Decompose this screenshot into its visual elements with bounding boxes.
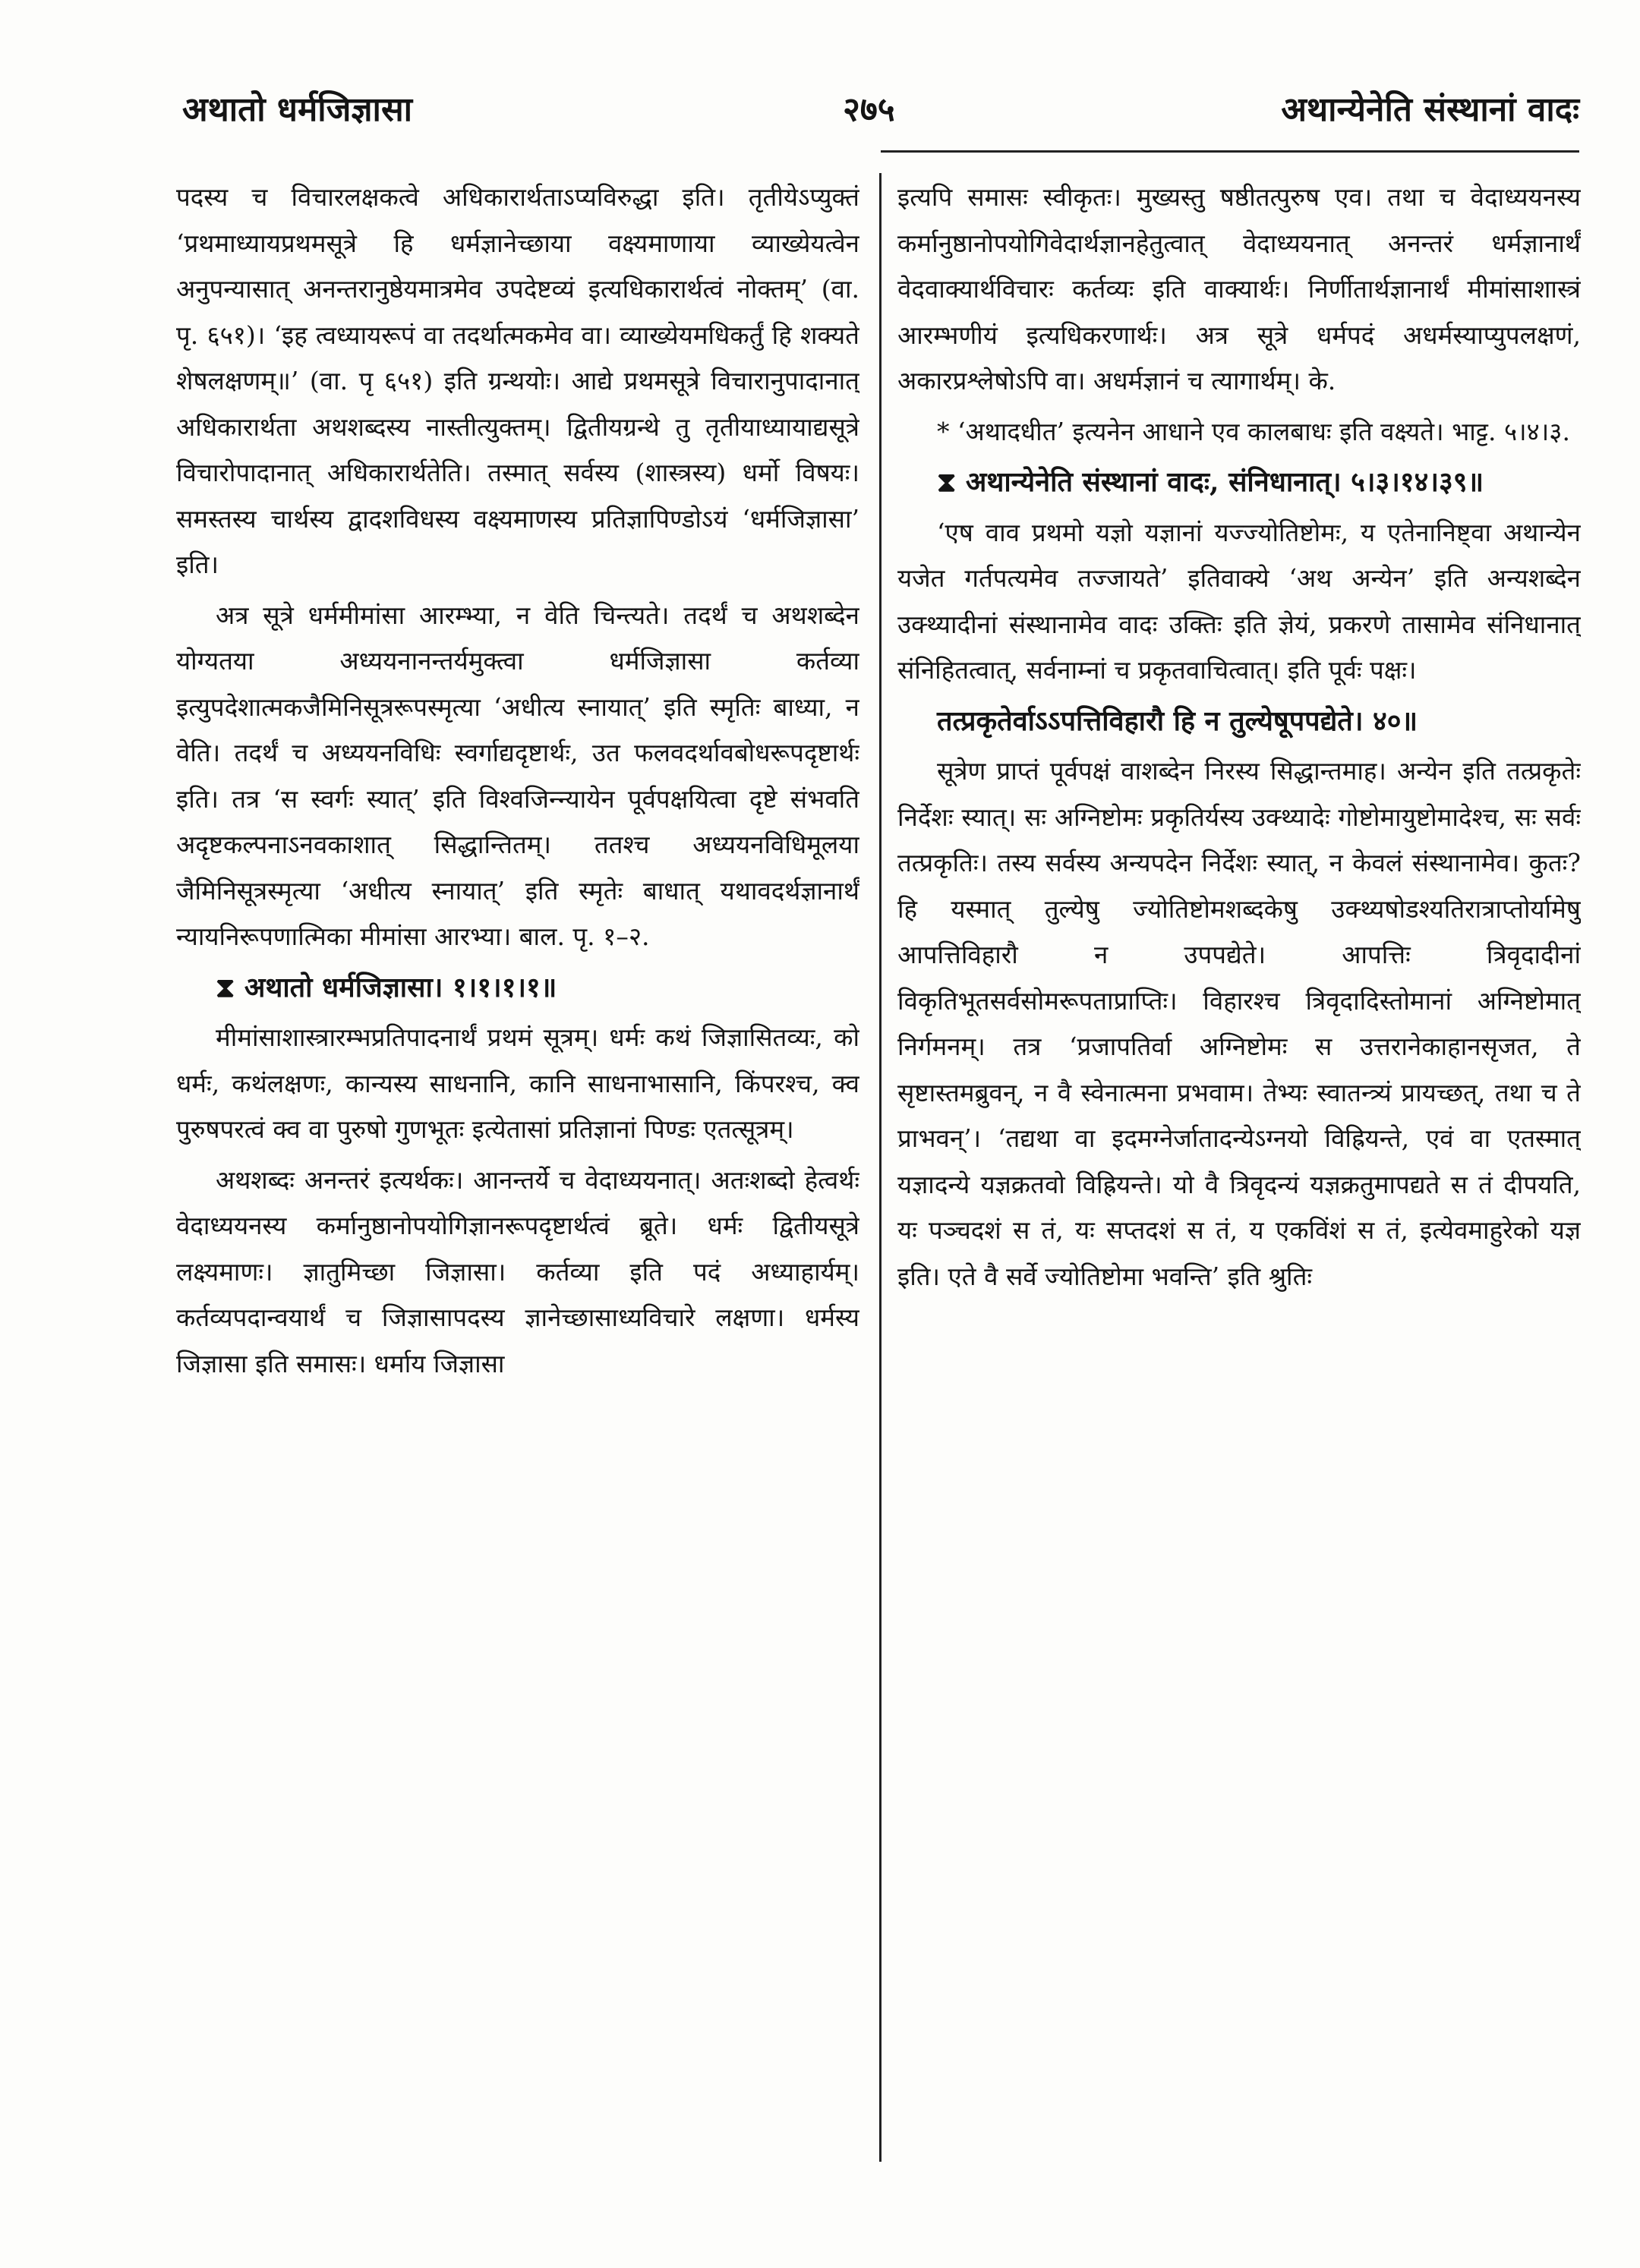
header-left-title: अथातो धर्मजिज्ञासा: [182, 90, 413, 129]
right-column: [897, 175, 1581, 2178]
paragraph: अथशब्दः अनन्तरं इत्यर्थकः। आनन्तर्ये च वेदाध्ययनात्। अतःशब्दो हेत्वर्थः वेदाध्ययनस्य कर्मानुष्ठानोपयोगिज्ञानरूपदृष्टार्थत्वं ब्रूते। धर्मः द्वितीयसूत्रे लक्ष्यमाणः। ज्ञातुमिच्छा जिज्ञासा। कर्तव्या इति पदं अध्याहार्यम्। कर्तव्यपदान्वयार्थं च जिज्ञासापदस्य ज्ञानेच्छासाध्यविचारे लक्षणा। धर्मस्य जिज्ञासा इति समासः। धर्माय जिज्ञासा: [176, 1164, 859, 1378]
column-divider: [879, 173, 882, 2162]
sutra-heading: तत्प्रकृतेर्वाऽऽपत्तिविहारौ हि न तुल्येषूपपद्येते। ४०॥: [937, 704, 1418, 737]
sutra-text: अथान्येनेति संस्थानां वादः, संनिधानात्। ५।३।१४।३९॥: [965, 466, 1484, 498]
ornament-icon: ⧗: [216, 971, 244, 1003]
paragraph: मीमांसाशास्त्रारम्भप्रतिपादनार्थं प्रथमं सूत्रम्। धर्मः कथं जिज्ञासितव्यः, को धर्मः, कथंलक्षणः, कान्यस्य साधनानि, कानि साधनाभासानि, किंपरश्च, क्व पुरुषपरत्वं क्व वा पुरुषो गुणभूतः इत्येतासां प्रतिज्ञानां पिण्डः एतत्सूत्रम्।: [176, 1022, 859, 1144]
header-right-title: अथान्येनेति संस्थानां वादः: [1281, 90, 1579, 129]
page-number: २७५: [843, 90, 895, 129]
paragraph: पदस्य च विचारलक्षकत्वे अधिकारार्थताऽप्यविरुद्धा इति। तृतीयेऽप्युक्तं ‘प्रथमाध्यायप्रथमसूत्रे हि धर्मज्ञानेच्छाया वक्ष्यमाणाया व्याख्येयत्वेन अनुपन्यासात् अनन्तरानुष्ठेयमात्रमेव उपदेष्टव्यं इत्यधिकारार्थत्वं नोक्तम्’ (वा. पृ. ६५१)। ‘इह त्वध्यायरूपं वा तदर्थात्मकमेव वा। व्याख्येयमधिकर्तुं हि शक्यते शेषलक्षणम्॥’ (वा. पृ ६५१) इति ग्रन्थयोः। आद्ये प्रथमसूत्रे विचारानुपादानात् अधिकारार्थता अथशब्दस्य नास्तीत्युक्तम्। द्वितीयग्रन्थे तु तृतीयाध्यायाद्यसूत्रे विचारोपादानात् अधिकारार्थतेति। तस्मात् सर्वस्य (शास्त्रस्य) धर्मो विषयः। समस्तस्य चार्थस्य द्वादशविधस्य वक्ष्यमाणस्य प्रतिज्ञापिण्डोऽयं ‘धर्मजिज्ञासा’ इति।: [176, 182, 859, 579]
sutra-heading: [176, 965, 859, 1011]
header-rule: [881, 150, 1579, 153]
sutra-heading: [897, 459, 1581, 506]
paragraph: ‘एष वाव प्रथमो यज्ञो यज्ञानां यज्ज्योतिष्टोमः, य एतेनानिष्ट्वा अथान्येन यजेत गर्तपत्यमेव तज्जायते’ इतिवाक्ये ‘अथ अन्येन’ इति अन्यशब्देन उक्थ्यादीनां संस्थानामेव वादः उक्तिः इति ज्ञेयं, प्रकरणे तासामेव संनिधानात् संनिहितत्वात्, सर्वनाम्नां च प्रकृतवाचित्वात्। इति पूर्वः पक्षः।: [897, 517, 1581, 685]
left-column: [176, 175, 859, 2178]
paragraph: अत्र सूत्रे धर्ममीमांसा आरम्भ्या, न वेति चिन्त्यते। तदर्थं च अथशब्देन योग्यतया अध्ययनानन्तर्यमुक्त्वा धर्मजिज्ञासा कर्तव्या इत्युपदेशात्मकजैमिनिसूत्ररूपस्मृत्या ‘अधीत्य स्नायात्’ इति स्मृतिः बाध्या, न वेति। तदर्थं च अध्ययनविधिः स्वर्गाद्यदृष्टार्थः, उत फलवदर्थावबोधरूपदृष्टार्थः इति। तत्र ‘स स्वर्गः स्यात्’ इति विश्वजिन्न्यायेन पूर्वपक्षयित्वा दृष्टे संभवति अदृष्टकल्पनाऽनवकाशात् सिद्धान्तितम्। ततश्च अध्ययनविधिमूलया जैमिनिसूत्रस्मृत्या ‘अधीत्य स्नायात्’ इति स्मृतेः बाधात् यथावदर्थज्ञानार्थं न्यायनिरूपणात्मिका मीमांसा आरभ्या। बाल. पृ. १–२.: [176, 600, 859, 951]
paragraph: सूत्रेण प्राप्तं पूर्वपक्षं वाशब्देन निरस्य सिद्धान्तमाह। अन्येन इति तत्प्रकृतेः निर्देशः स्यात्। सः अग्निष्टोमः प्रकृतिर्यस्य उक्थ्यादेः गोष्टोमायुष्टोमादेश्च, सः सर्वः तत्प्रकृतिः। तस्य सर्वस्य अन्यपदेन निर्देशः स्यात्, न केवलं संस्थानामेव। कुतः? हि यस्मात् तुल्येषु ज्योतिष्टोमशब्दकेषु उक्थ्यषोडश्यतिरात्राप्तोर्यामेषु आपत्तिविहारौ न उपपद्येते। आपत्तिः त्रिवृदादीनां विकृतिभूतसर्वसोमरूपताप्राप्तिः। विहारश्च त्रिवृदादिस्तोमानां अग्निष्टोमात् निर्गमनम्। तत्र ‘प्रजापतिर्वा अग्निष्टोमः स उत्तरानेकाहानसृजत, ते सृष्टास्तमब्रुवन्, न वै स्वेनात्मना प्रभवाम। तेभ्यः स्वातन्त्र्यं प्रायच्छत्, तथा च ते प्राभवन्’। ‘तद्यथा वा इदमग्नेर्जातादन्येऽग्नयो विह्रियन्ते, एवं वा एतस्मात् यज्ञादन्ये यज्ञक्रतवो विह्रियन्ते। यो वै त्रिवृदन्यं यज्ञक्रतुमापद्यते स तं दीपयति, यः पञ्चदशं स तं, यः सप्तदशं स तं, य एकविंशं स तं, इत्येवमाहुरेको यज्ञ इति। एते वै सर्वे ज्योतिष्टोमा भवन्ति’ इति श्रुतिः: [897, 756, 1581, 1291]
sutra-text: अथातो धर्मजिज्ञासा। १।१।१।१॥: [244, 971, 557, 1003]
running-header: [182, 85, 1579, 140]
ornament-icon: ⧗: [937, 466, 966, 498]
paragraph: इत्यपि समासः स्वीकृतः। मुख्यस्तु षष्ठीतत्पुरुष एव। तथा च वेदाध्ययनस्य कर्मानुष्ठानोपयोगिवेदार्थज्ञानहेतुत्वात् वेदाध्ययनात् अनन्तरं धर्मज्ञानार्थं वेदवाक्यार्थविचारः कर्तव्यः इति वाक्यार्थः। निर्णीतार्थज्ञानार्थं मीमांसाशास्त्रं आरम्भणीयं इत्यधिकरणार्थः। अत्र सूत्रे धर्मपदं अधर्मस्याप्युपलक्षणं, अकारप्रश्लेषोऽपि वा। अधर्मज्ञानं च त्यागार्थम्। के.: [897, 182, 1581, 395]
footnote: * ‘अथादधीत’ इत्यनेन आधाने एव कालबाधः इति वक्ष्यते। भाट्ट. ५।४।३.: [937, 416, 1570, 446]
